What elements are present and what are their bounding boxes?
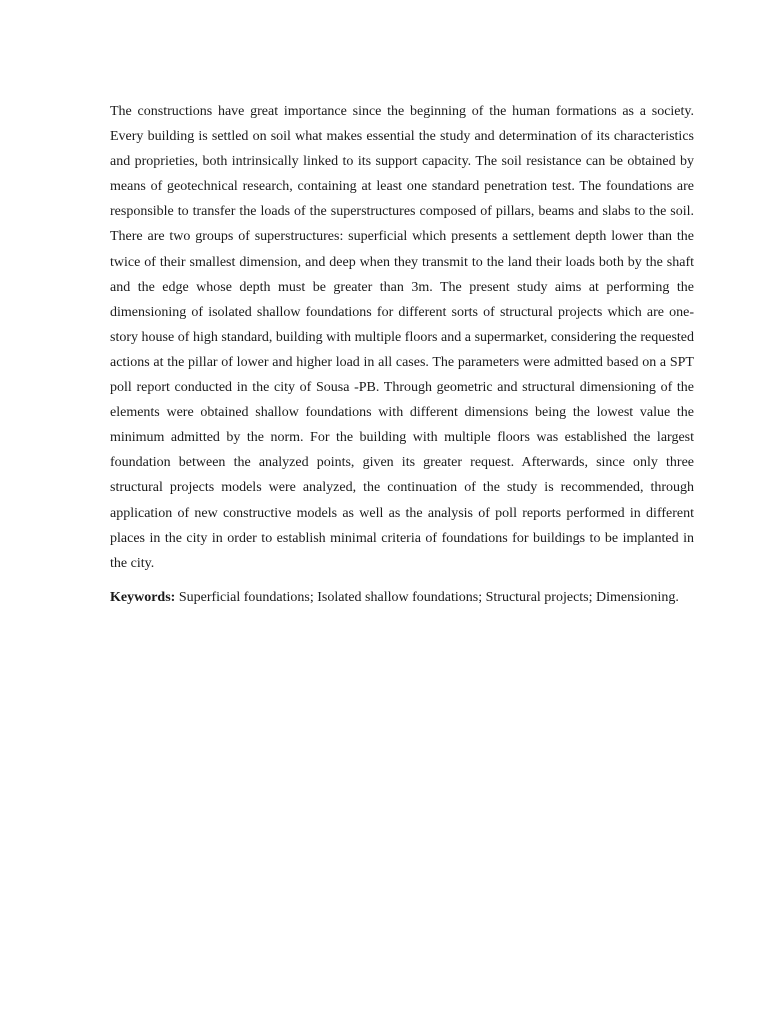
abstract-paragraph: The constructions have great importance since the beginning of the human formations as a society. Every building is settled on soil what makes essential the study and determination of its characteristics and proprieties, both intrinsically linked to its support capacity. The soil resistance can be obtained by means of geotechnical research, containing at least one standard penetration test. The foundations are responsible to transfer the loads of the superstructures composed of pillars, beams and slabs to the soil. There are two groups of superstructures: superficial which presents a settlement depth lower than the twice of their smallest dimension, and deep when they transmit to the land their loads both by the shaft and the edge whose depth must be greater than 3m. The present study aims at performing the dimensioning of isolated shallow foundations for different sorts of structural projects which are one-story house of high standard, building with multiple floors and a supermarket, considering the requested actions at the pillar of lower and higher load in all cases. The parameters were admitted based on a SPT poll report conducted in the city of Sousa -PB. Through geometric and structural dimensioning of the elements were obtained shallow foundations with different dimensions being the lowest value the minimum admitted by the norm. For the building with multiple floors was established the largest foundation between the analyzed points, given its greater request. Afterwards, since only three structural projects models were analyzed, the continuation of the study is recommended, through application of new constructive models as well as the analysis of poll reports performed in different places in the city in order to establish minimal criteria of foundations for buildings to be implanted in the city. xyxy=(110,104,694,571)
keywords-label: Keywords: xyxy=(110,589,179,605)
keywords-line xyxy=(110,586,694,610)
keywords-text: Superficial foundations; Isolated shallow foundations; Structural projects; Dimensioning. xyxy=(178,589,679,605)
abstract-section xyxy=(110,99,694,610)
